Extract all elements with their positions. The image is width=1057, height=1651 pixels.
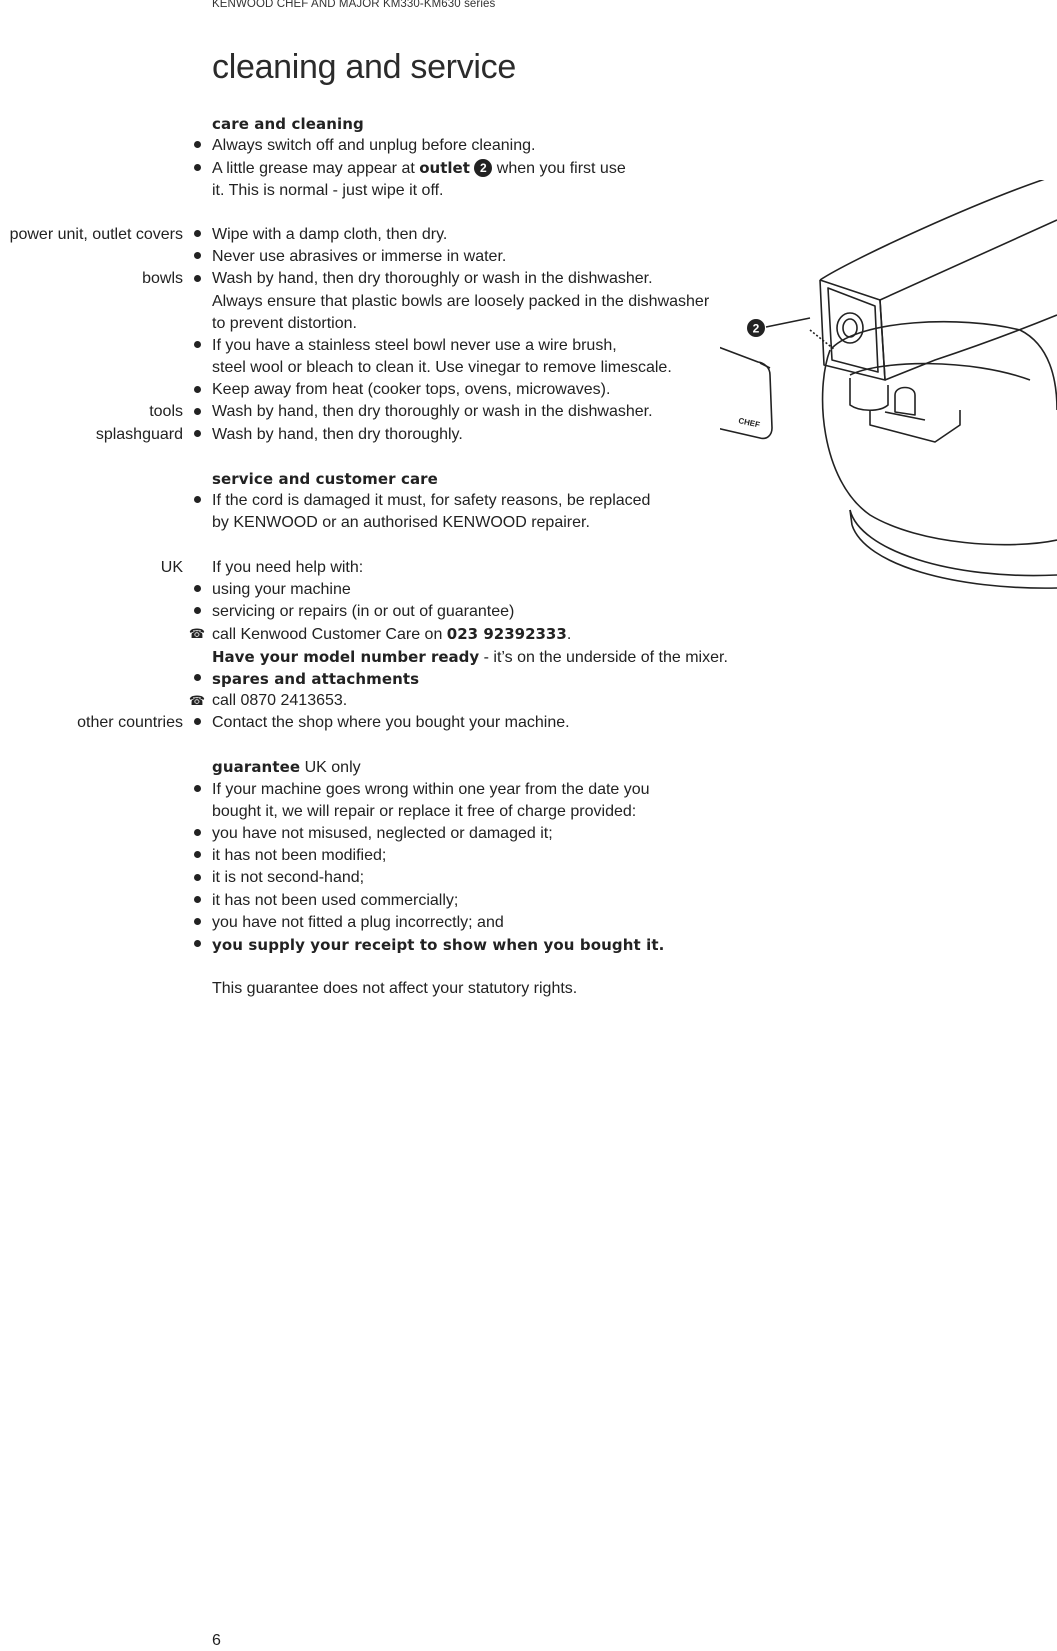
care-heading: care and cleaning <box>212 115 364 133</box>
bullet-icon <box>187 912 207 934</box>
list-item: If the cord is damaged it must, for safety reasons, be replaced <box>0 490 760 512</box>
care-heading-row <box>0 113 760 135</box>
bullet-icon <box>187 157 207 179</box>
list-item: ☎ call Kenwood Customer Care on 023 92392333. <box>0 623 760 645</box>
bullet-icon <box>187 823 207 845</box>
side-label-splashguard: splashguard <box>95 425 183 443</box>
bullet-icon <box>187 712 207 734</box>
guarantee-heading-row: guarantee UK only <box>212 758 361 777</box>
bullet-icon <box>187 934 207 956</box>
list-item: A little grease may appear at outlet 2 when you first use <box>0 157 760 179</box>
service-heading: service and customer care <box>212 470 438 488</box>
guarantee-heading: guarantee <box>212 758 301 777</box>
bullet-icon <box>187 845 207 867</box>
bullet-icon <box>187 335 207 357</box>
side-label-other-countries: other countries <box>77 714 183 732</box>
running-header: KENWOOD CHEF AND MAJOR KM330-KM630 series <box>212 0 496 10</box>
bullet-icon <box>187 424 207 446</box>
list-item: Keep away from heat (cooker tops, ovens, microwaves). <box>0 379 760 401</box>
bullet-icon <box>187 490 207 512</box>
model-number-note: Have your model number ready <box>212 647 480 666</box>
callout-number: 2 <box>752 321 760 336</box>
list-item: other countries Contact the shop where you bought your machine. <box>0 712 760 734</box>
list-item: ☎ call 0870 2413653. <box>0 690 760 712</box>
list-item: it has not been used commercially; <box>0 890 760 912</box>
list-item: Always switch off and unplug before cleaning. <box>0 135 760 157</box>
telephone-icon: ☎ <box>188 626 206 642</box>
statutory-rights-note: This guarantee does not affect your statutory rights. <box>212 980 578 998</box>
list-item: Never use abrasives or immerse in water. <box>0 246 760 268</box>
list-item: If you have a stainless steel bowl never use a wire brush, <box>0 335 760 357</box>
bullet-icon <box>187 867 207 889</box>
bullet-icon <box>187 779 207 801</box>
telephone-icon: ☎ <box>188 692 206 708</box>
list-item: you have not fitted a plug incorrectly; and <box>0 912 760 934</box>
outlet-term: outlet <box>419 159 470 178</box>
side-label-bowls: bowls <box>142 270 183 288</box>
chef-badge: CHEF <box>737 416 761 430</box>
bullet-icon <box>187 401 207 423</box>
bullet-icon <box>187 135 207 157</box>
list-item <box>0 668 760 690</box>
bullet-icon <box>187 668 207 690</box>
list-item: it is not second-hand; <box>0 867 760 889</box>
list-item: splashguard Wash by hand, then dry thoroughly. <box>0 424 760 446</box>
content-body: care and cleaning Always switch off and unplug before cleaning. A little grease may appear at outlet 2 when you first use it. This is normal - just wipe it off. power unit, outlet covers Wipe with a damp cloth, then dry. Never use abrasives or immerse in water. bowls Wash by hand, then dry thoroughly or wash in the dishwasher. Always ensure that plastic bowls are loosely packed in the dishwasher to prevent distortion. If you have a stainless steel bowl never use a wire brush, steel wool or bleach to clean it. Use vinegar to remove limescale. Keep away from heat (cooker tops, ovens, microwaves). tools Wash by hand, then dry thoroughly or wash in the dishwasher. splashguard Wash by hand, then dry thoroughly. service and customer care If the cord is damaged it must, for safety reasons, be replaced by KENWOOD or an authorised KENWOOD repairer. UK If you need help with: using your machine servicing or repairs (in or out of guarantee) ☎ call Kenwood Customer Care on 023 92392333. Have your model number ready - it’s on the underside of the mixer. spares and attachments ☎ call 0870 2413653. other countries Contact the shop where you bought your machine. guarantee UK only If your machine goes wrong within one year from the date you bought it, we will repair or replace it free of charge provided: you have not misused, neglected or damaged it; it has not been modified; it is not second-hand; it has not been used commercially; you have not fitted a plug incorrectly; and you supply your receipt to show when you bought it. This guarantee does not affect your statutory rights. <box>0 113 760 1001</box>
page-number: 6 <box>212 1632 221 1649</box>
side-label-power-unit: power unit, outlet covers <box>9 225 183 243</box>
service-heading-row <box>0 468 760 490</box>
bullet-icon <box>187 246 207 268</box>
bullet-icon <box>187 890 207 912</box>
side-label-uk: UK <box>160 558 183 576</box>
list-item <box>0 934 760 956</box>
bullet-icon <box>187 224 207 246</box>
customer-care-number: 023 92392333 <box>446 625 567 644</box>
bullet-icon <box>187 601 207 623</box>
bullet-icon <box>187 379 207 401</box>
list-item: servicing or repairs (in or out of guarantee) <box>0 601 760 623</box>
side-label-tools: tools <box>149 403 183 421</box>
page-title: cleaning and service <box>212 48 516 86</box>
list-item: you have not misused, neglected or damaged it; <box>0 823 760 845</box>
mixer-illustration <box>720 180 1057 600</box>
list-item: tools Wash by hand, then dry thoroughly or wash in the dishwasher. <box>0 401 760 423</box>
list-item: power unit, outlet covers Wipe with a damp cloth, then dry. <box>0 224 760 246</box>
list-item: it has not been modified; <box>0 845 760 867</box>
spares-heading: spares and attachments <box>212 669 420 688</box>
list-item: bowls Wash by hand, then dry thoroughly or wash in the dishwasher. <box>0 268 760 290</box>
list-item: using your machine <box>0 579 760 601</box>
outlet-number-badge: 2 <box>474 159 492 177</box>
list-item: If your machine goes wrong within one year from the date you <box>0 779 760 801</box>
bullet-icon <box>187 579 207 601</box>
bullet-icon <box>187 268 207 290</box>
receipt-requirement: you supply your receipt to show when you bought it. <box>212 935 665 954</box>
